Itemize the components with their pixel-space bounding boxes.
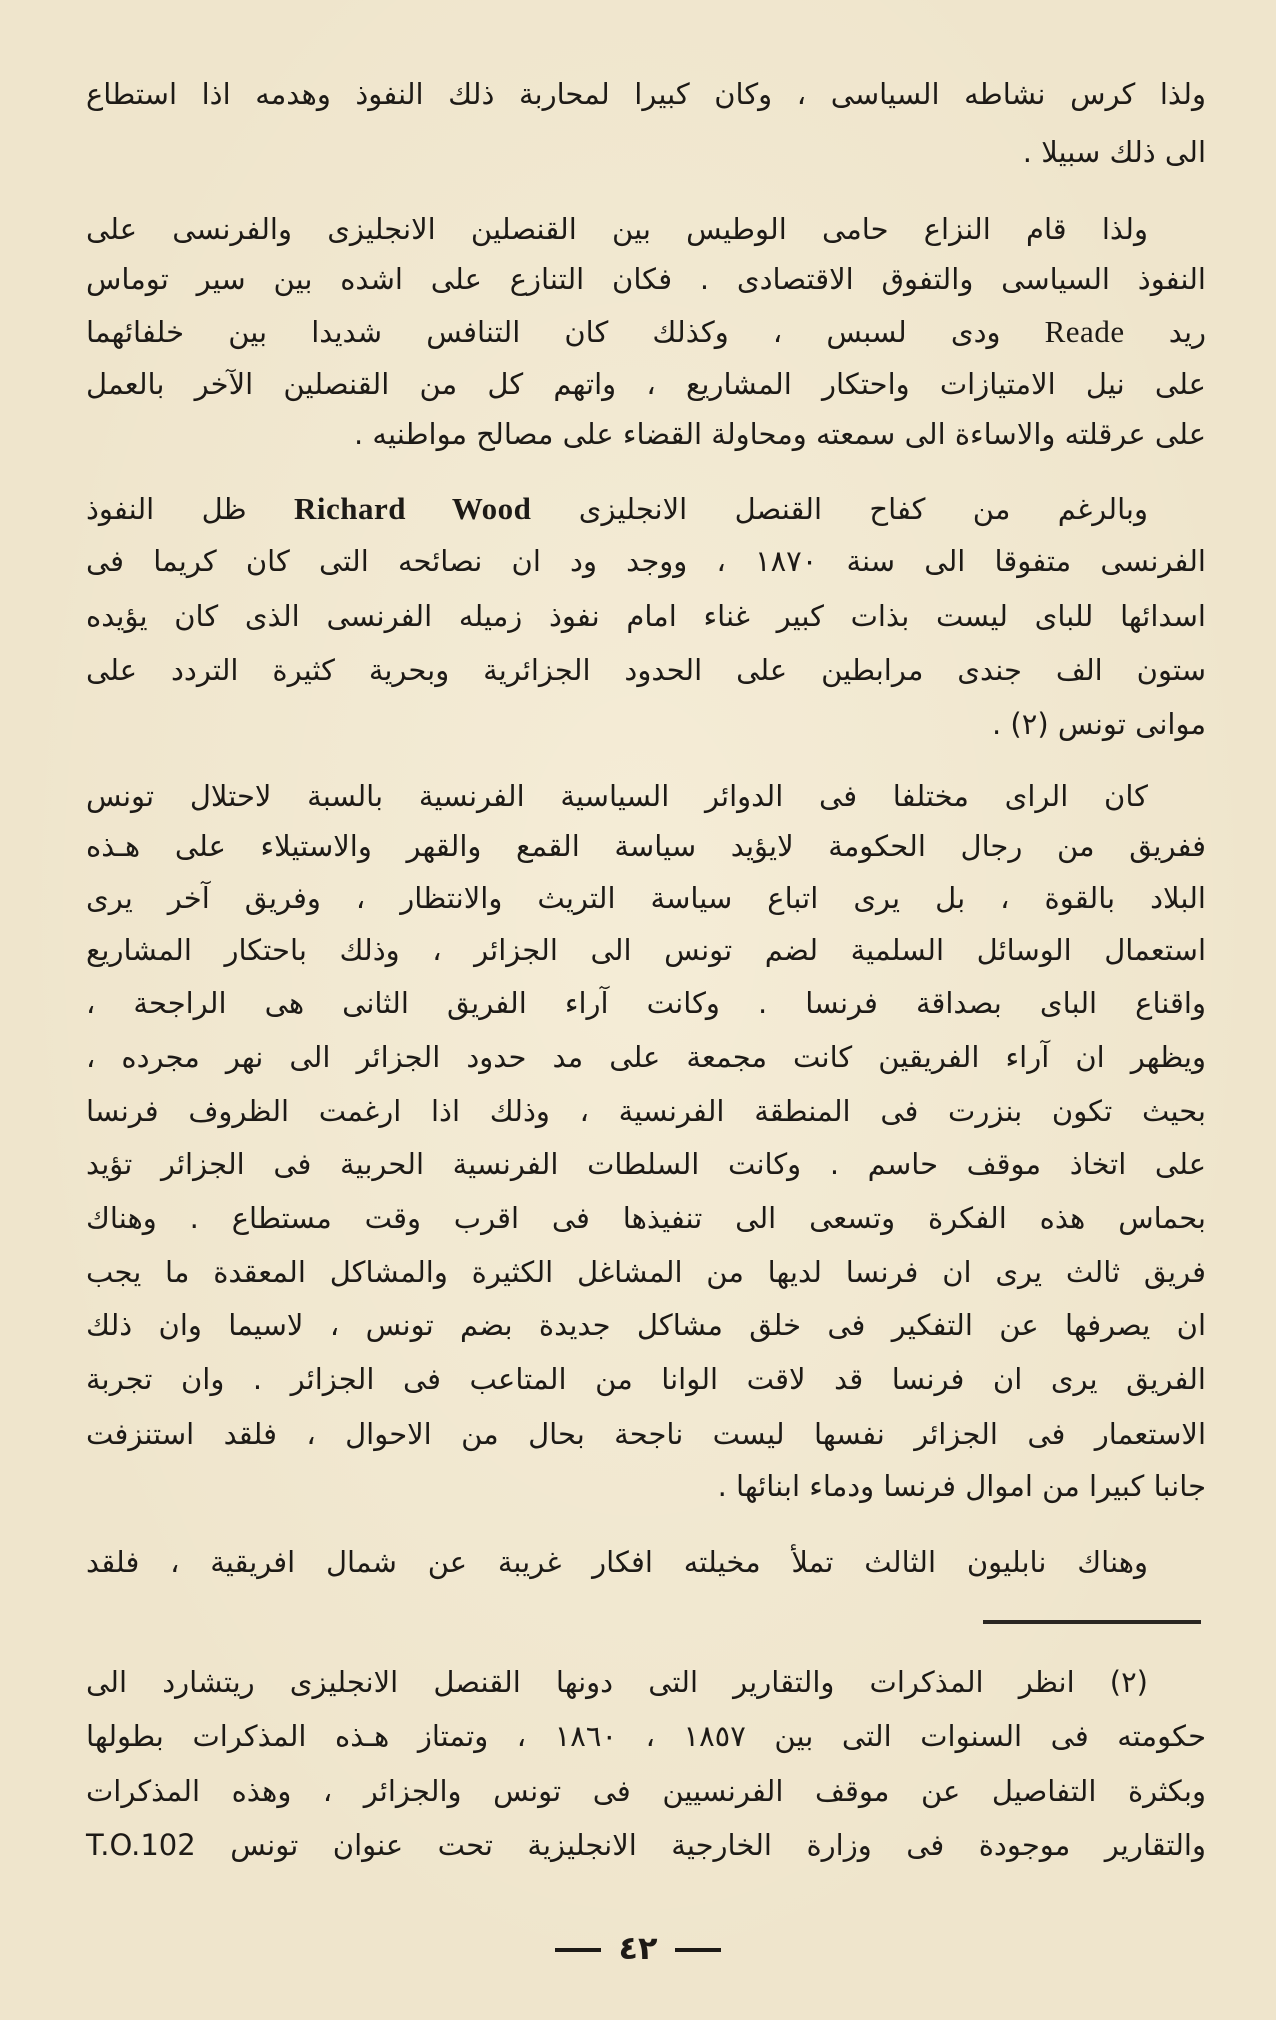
text-line: البلاد بالقوة ، بل يرى اتباع سياسة التريث والانتظار ، وفريق آخر يرى (86, 881, 1206, 915)
text-line: موانى تونس (٢) . (991, 707, 1206, 741)
text-line: الفرنسى متفوقا الى سنة ١٨٧٠ ، ووجد ود ان نصائحه التى كان كريما فى (86, 544, 1206, 578)
text-fragment: وبالرغم من كفاح القنصل الانجليزى (578, 492, 1148, 526)
text-line: ولذا قام النزاع حامى الوطيس بين القنصلين الانجليزى والفرنسى على (86, 212, 1148, 246)
footnote-line: والتقارير موجودة فى وزارة الخارجية الانجليزية تحت عنوان تونس T.O.102 (86, 1828, 1206, 1862)
text-line: على نيل الامتيازات واحتكار المشاريع ، واتهم كل من القنصلين الآخر بالعمل (86, 367, 1206, 401)
text-line: بحيث تكون بنزرت فى المنطقة الفرنسية ، وذلك اذا ارغمت الظروف فرنسا (86, 1094, 1206, 1128)
text-fragment: ظل النفوذ (86, 492, 247, 526)
text-line: ويظهر ان آراء الفريقين كانت مجمعة على مد حدود الجزائر الى نهر مجرده ، (86, 1040, 1206, 1074)
text-line: على اتخاذ موقف حاسم . وكانت السلطات الفرنسية الحربية فى الجزائر تؤيد (86, 1147, 1206, 1181)
latin-name-richard-wood: Richard Wood (294, 491, 532, 526)
text-line: الى ذلك سبيلا . (1022, 135, 1206, 169)
footnote-line: حكومته فى السنوات التى بين ١٨٥٧ ، ١٨٦٠ ، وتمتاز هـذه المذكرات بطولها (86, 1719, 1207, 1753)
text-line: الاستعمار فى الجزائر نفسها ليست ناجحة بحال من الاحوال ، فلقد استنزفت (86, 1417, 1206, 1451)
page-number-value: ٤٢ (618, 1929, 658, 1967)
text-line: ان يصرفها عن التفكير فى خلق مشاكل جديدة بضم تونس ، لاسيما وان ذلك (86, 1308, 1206, 1342)
text-line: ففريق من رجال الحكومة لايؤيد سياسة القمع والقهر والاستيلاء على هـذه (86, 829, 1206, 863)
text-line: على عرقلته والاساءة الى سمعته ومحاولة القضاء على مصالح مواطنيه . (353, 417, 1206, 451)
text-line: اسدائها للباى ليست بذات كبير غناء امام نفوذ زميله الفرنسى الذى كان يؤيده (86, 599, 1206, 633)
page-number (0, 1926, 1276, 1970)
text-line: جانبا كبيرا من اموال فرنسا ودماء ابنائها . (717, 1469, 1206, 1503)
latin-name-reade: Reade (1044, 314, 1125, 349)
dash-decoration (675, 1948, 721, 1952)
text-fragment: ريد (1168, 315, 1207, 349)
footnote-line: (٢) انظر المذكرات والتقارير التى دونها القنصل الانجليزى ريتشارد الى (86, 1665, 1148, 1699)
text-line: ستون الف جندى مرابطين على الحدود الجزائرية وبحرية كثيرة التردد على (86, 653, 1206, 687)
text-line: بحماس هذه الفكرة وتسعى الى تنفيذها فى اقرب وقت مستطاع . وهناك (86, 1201, 1206, 1235)
text-line: الفريق يرى ان فرنسا قد لاقت الوانا من المتاعب فى الجزائر . وان تجربة (86, 1362, 1206, 1396)
text-line (86, 308, 1206, 356)
text-line: واقناع الباى بصداقة فرنسا . وكانت آراء الفريق الثانى هى الراجحة ، (86, 986, 1206, 1020)
text-line: وهناك نابليون الثالث تملأ مخيلته افكار غريبة عن شمال افريقية ، فلقد (86, 1545, 1148, 1579)
text-line: النفوذ السياسى والتفوق الاقتصادى . فكان التنازع على اشده بين سير توماس (86, 262, 1206, 296)
text-line (86, 485, 1206, 533)
text-fragment: ودى لسبس ، وكذلك كان التنافس شديدا بين خلفائهما (86, 315, 1001, 349)
dash-decoration (555, 1948, 601, 1952)
text-line: ولذا كرس نشاطه السياسى ، وكان كبيرا لمحاربة ذلك النفوذ وهدمه اذا استطاع (86, 77, 1206, 111)
text-line: كان الراى مختلفا فى الدوائر السياسية الفرنسية بالسبة لاحتلال تونس (86, 779, 1148, 813)
text-line: فريق ثالث يرى ان فرنسا لديها من المشاغل الكثيرة والمشاكل المعقدة ما يجب (86, 1255, 1206, 1289)
footnote-separator (983, 1620, 1201, 1624)
footnote-line: وبكثرة التفاصيل عن موقف الفرنسيين فى تونس والجزائر ، وهذه المذكرات (86, 1774, 1206, 1808)
text-line: استعمال الوسائل السلمية لضم تونس الى الجزائر ، وذلك باحتكار المشاريع (86, 933, 1206, 967)
